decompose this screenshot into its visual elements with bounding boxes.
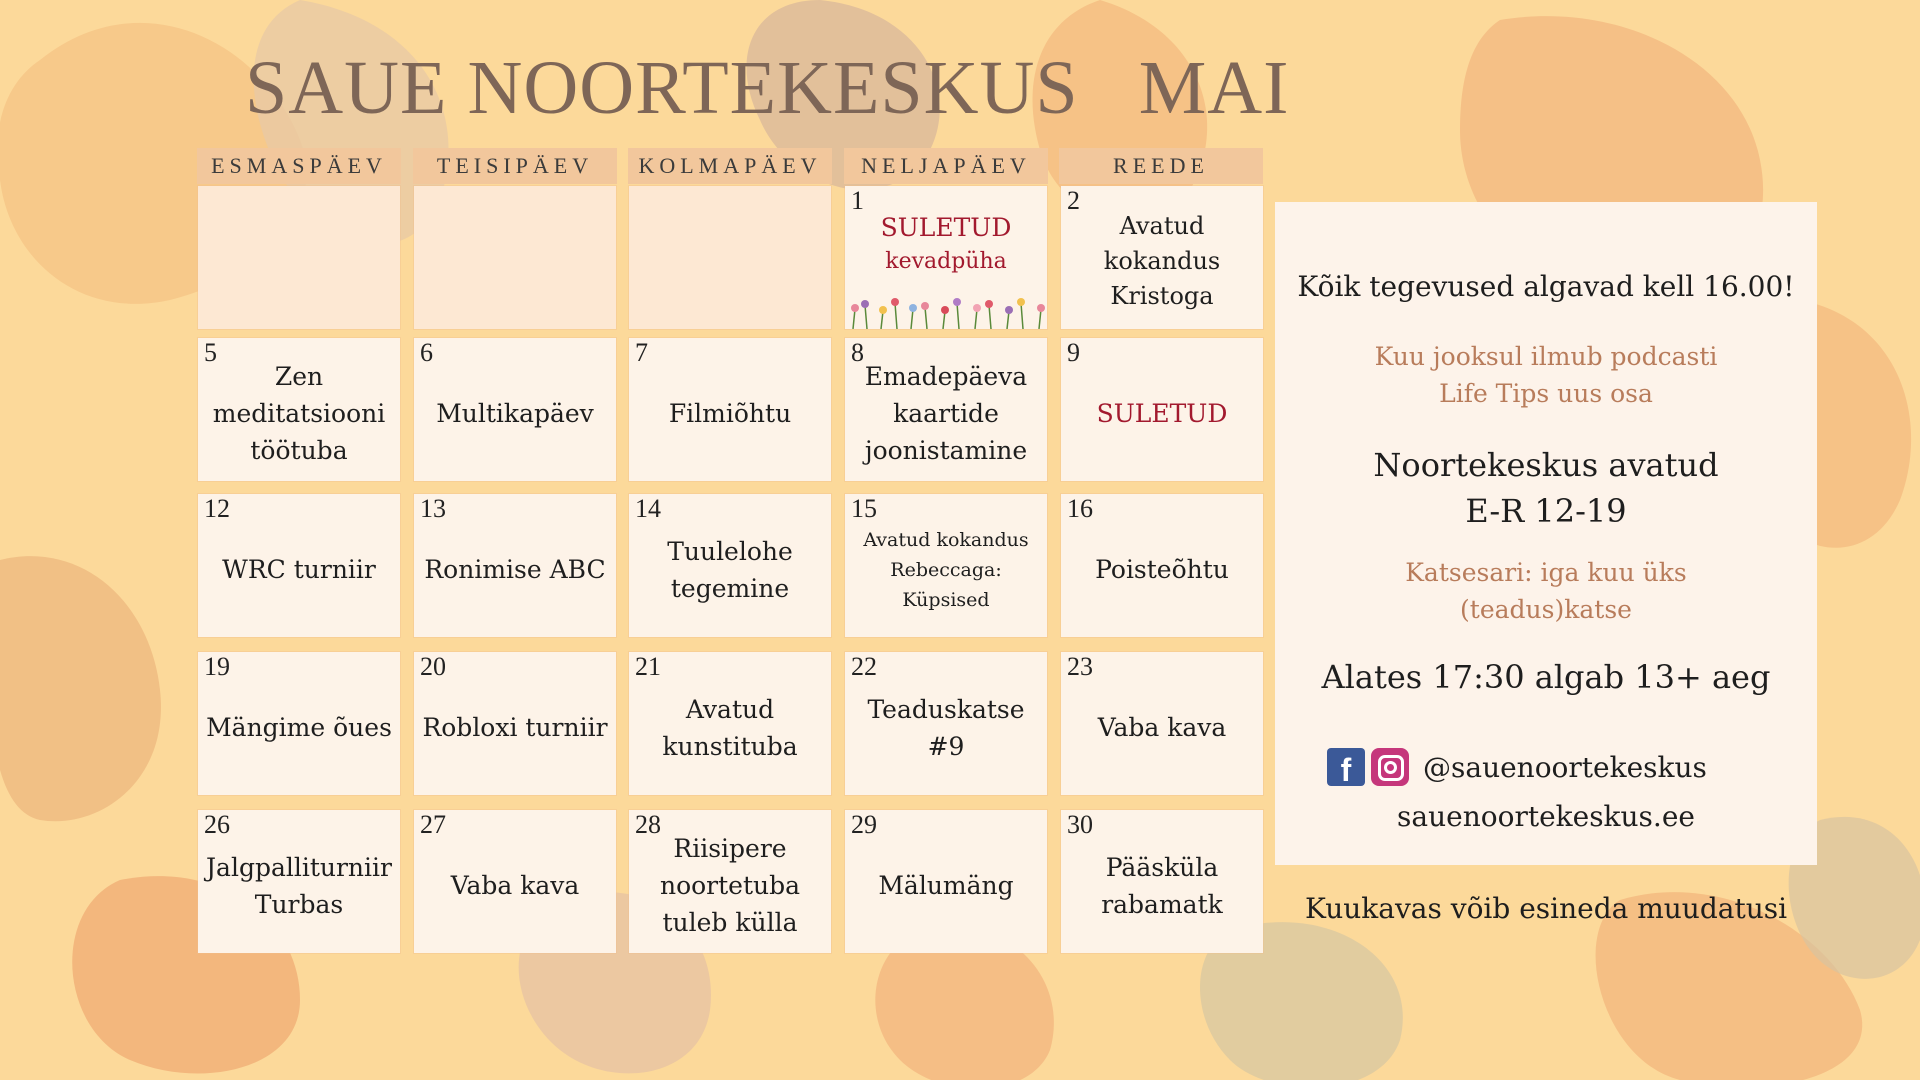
- calendar-cell-day-30: [1061, 810, 1263, 953]
- day-number: 9: [1067, 338, 1080, 367]
- event-label: Tuulelohe tegemine: [667, 536, 793, 603]
- calendar-cell-empty: [629, 186, 831, 329]
- closed-label: SULETUD: [1096, 399, 1228, 428]
- event-label: Zen meditatsiooni töötuba: [212, 362, 386, 465]
- event-label: Multikapäev: [436, 399, 594, 428]
- day-number: 7: [635, 338, 648, 367]
- calendar-cell-day-9: [1061, 338, 1263, 481]
- day-number: 2: [1067, 186, 1080, 215]
- event-label: WRC turniir: [222, 555, 376, 584]
- social-links: [1327, 748, 1707, 786]
- day-number: 16: [1067, 494, 1093, 523]
- calendar-cell-day-15: [845, 494, 1047, 637]
- facebook-icon[interactable]: f: [1327, 748, 1365, 786]
- calendar-cell-day-1: [845, 186, 1047, 329]
- calendar-cell-day-5: [198, 338, 400, 481]
- event-label: Robloxi turniir: [422, 713, 608, 742]
- day-number: 15: [851, 494, 877, 523]
- calendar-cell-empty: [198, 186, 400, 329]
- day-number: 22: [851, 652, 877, 681]
- instagram-icon[interactable]: [1371, 748, 1409, 786]
- day-number: 14: [635, 494, 661, 523]
- start-time-note: Kõik tegevused algavad kell 16.00!: [1297, 270, 1795, 303]
- event-label: Mängime õues: [206, 713, 392, 742]
- calendar-cell-day-7: [629, 338, 831, 481]
- day-number: 19: [204, 652, 230, 681]
- podcast-note: Kuu jooksul ilmub podcasti Life Tips uus osa: [1374, 342, 1718, 408]
- day-number: 8: [851, 338, 864, 367]
- day-number: 26: [204, 810, 230, 839]
- calendar-cell-day-2: [1061, 186, 1263, 329]
- weekday-header-monday: ESMASPÄEV: [197, 148, 401, 184]
- day-number: 27: [420, 810, 446, 839]
- event-label: Pääsküla rabamatk: [1101, 852, 1223, 919]
- calendar-cell-day-27: [414, 810, 616, 953]
- social-handle[interactable]: @sauenoortekeskus: [1423, 750, 1707, 784]
- day-number: 20: [420, 652, 446, 681]
- calendar-cell-day-26: [198, 810, 400, 953]
- event-label: Avatud kunstituba: [662, 694, 798, 761]
- event-label: Mälumäng: [878, 871, 1014, 900]
- day-number: 5: [204, 338, 217, 367]
- calendar-cell-day-22: [845, 652, 1047, 795]
- day-number: 6: [420, 338, 433, 367]
- experiment-note: Katsesari: iga kuu üks (teadus)katse: [1405, 558, 1687, 624]
- schedule-disclaimer: Kuukavas võib esineda muudatusi: [1304, 892, 1788, 925]
- event-label: Avatud kokandus Rebeccaga: Küpsised: [863, 528, 1029, 611]
- weekday-header-tuesday: TEISIPÄEV: [413, 148, 617, 184]
- weekday-header-wednesday: KOLMAPÄEV: [628, 148, 832, 184]
- calendar-cell-day-16: [1061, 494, 1263, 637]
- flowers-illustration: [845, 295, 1047, 329]
- event-label: Avatud kokandus Kristoga: [1103, 212, 1221, 310]
- website-link[interactable]: sauenoortekeskus.ee: [1397, 800, 1695, 833]
- weekday-header-thursday: NELJAPÄEV: [844, 148, 1048, 184]
- opening-hours: Noortekeskus avatud E-R 12-19: [1373, 446, 1719, 530]
- day-number: 29: [851, 810, 877, 839]
- holiday-label: kevadpüha: [885, 248, 1007, 274]
- day-number: 1: [851, 186, 864, 215]
- event-label: Teaduskatse #9: [867, 694, 1025, 761]
- weekday-header-friday: REEDE: [1059, 148, 1263, 184]
- event-label: Riisipere noortetuba tuleb külla: [659, 834, 801, 937]
- calendar-cell-day-14: [629, 494, 831, 637]
- closed-label: SULETUD: [880, 212, 1012, 242]
- calendar-cell-day-19: [198, 652, 400, 795]
- calendar-cell-day-8: [845, 338, 1047, 481]
- calendar-cell-day-29: [845, 810, 1047, 953]
- event-label: Poisteõhtu: [1095, 555, 1229, 584]
- event-label: Filmiõhtu: [668, 399, 792, 428]
- teen-time-note: Alates 17:30 algab 13+ aeg: [1321, 658, 1771, 696]
- page-title: SAUE NOORTEKESKUS MAI: [245, 46, 1290, 130]
- calendar-cell-day-23: [1061, 652, 1263, 795]
- day-number: 13: [420, 494, 446, 523]
- event-label: Ronimise ABC: [424, 555, 606, 584]
- day-number: 12: [204, 494, 230, 523]
- day-number: 30: [1067, 810, 1093, 839]
- event-label: Jalgpalliturniir Turbas: [206, 852, 392, 919]
- event-label: Emadepäeva kaartide joonistamine: [864, 362, 1028, 465]
- calendar-cell-day-21: [629, 652, 831, 795]
- calendar-cell-day-12: [198, 494, 400, 637]
- day-number: 23: [1067, 652, 1093, 681]
- event-label: Vaba kava: [1097, 713, 1227, 742]
- calendar-cell-day-6: [414, 338, 616, 481]
- calendar-cell-day-28: [629, 810, 831, 953]
- day-number: 28: [635, 810, 661, 839]
- info-panel: [1275, 202, 1817, 865]
- event-label: Vaba kava: [450, 871, 580, 900]
- calendar-cell-day-13: [414, 494, 616, 637]
- calendar-cell-day-20: [414, 652, 616, 795]
- calendar-cell-empty: [414, 186, 616, 329]
- day-number: 21: [635, 652, 661, 681]
